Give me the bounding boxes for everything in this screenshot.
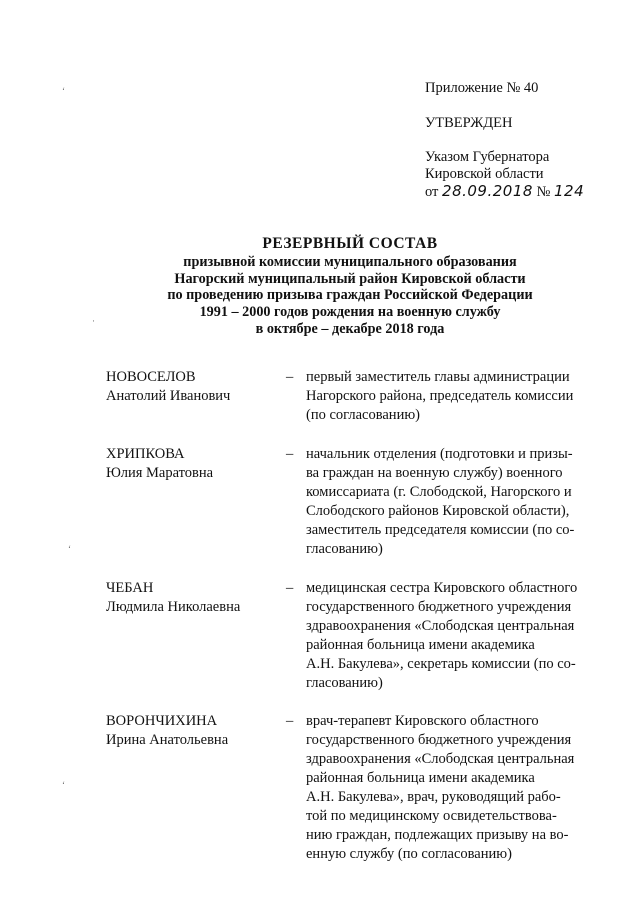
- role-line: Нагорского района, председатель комиссии: [306, 388, 574, 404]
- document-title: [60, 236, 640, 338]
- role-line: енную службу (по согласованию): [306, 846, 512, 862]
- member-entry: [106, 712, 606, 864]
- approval-block: [425, 80, 625, 201]
- role-line: Слободского районов Кировской области),: [306, 503, 570, 519]
- member-role: [306, 368, 606, 425]
- member-given-name: Юлия Маратовна: [106, 465, 214, 481]
- scan-speck: ‘: [62, 86, 65, 96]
- role-line: ва граждан на военную службу) военного: [306, 465, 563, 481]
- member-entry: [106, 579, 606, 693]
- member-surname: НОВОСЕЛОВ: [106, 369, 196, 385]
- scan-speck: ·: [92, 316, 95, 326]
- role-line: государственного бюджетного учреждения: [306, 732, 572, 748]
- decree-line-2: Кировской области: [425, 166, 544, 182]
- member-name: [106, 368, 286, 425]
- dash-separator: –: [286, 713, 294, 729]
- role-line: здравоохранения «Слободская центральная: [306, 751, 575, 767]
- role-line: районная больница имени академика: [306, 770, 535, 786]
- dash-separator: –: [286, 446, 294, 462]
- role-line: районная больница имени академика: [306, 637, 535, 653]
- handwritten-number: 124: [554, 182, 585, 200]
- member-entry: [106, 445, 606, 559]
- title-main: РЕЗЕРВНЫЙ СОСТАВ: [262, 235, 438, 252]
- role-line: нию граждан, подлежащих призыву на во-: [306, 827, 569, 843]
- member-role: [306, 445, 606, 559]
- member-role: [306, 579, 606, 693]
- member-entry: [106, 368, 606, 425]
- member-given-name: Анатолий Иванович: [106, 388, 231, 404]
- member-name: [106, 579, 286, 693]
- member-given-name: Ирина Анатольевна: [106, 732, 229, 748]
- role-line: гласованию): [306, 541, 383, 557]
- role-line: А.Н. Бакулева», врач, руководящий рабо-: [306, 789, 561, 805]
- number-prefix: №: [536, 184, 551, 200]
- role-line: комиссариата (г. Слободской, Нагорского и: [306, 484, 572, 500]
- decree-date-line: [425, 183, 625, 201]
- member-surname: ВОРОНЧИХИНА: [106, 713, 218, 729]
- title-line-4: 1991 – 2000 годов рождения на военную службу: [199, 304, 501, 321]
- role-line: первый заместитель главы администрации: [306, 369, 570, 385]
- role-line: гласованию): [306, 675, 383, 691]
- scan-speck: ‘: [68, 544, 71, 554]
- member-surname: ЧЕБАН: [106, 580, 154, 596]
- appendix-number: Приложение № 40: [425, 80, 539, 96]
- role-line: заместитель председателя комиссии (по со-: [306, 522, 575, 538]
- decree-line-1: Указом Губернатора: [425, 149, 550, 165]
- dash-separator: –: [286, 369, 294, 385]
- dash-separator: –: [286, 580, 294, 596]
- member-role: [306, 712, 606, 864]
- approved-label: УТВЕРЖДЕН: [425, 115, 513, 131]
- member-name: [106, 712, 286, 864]
- title-line-3: по проведению призыва граждан Российской Федерации: [167, 287, 533, 304]
- date-prefix: от: [425, 184, 439, 200]
- title-line-5: в октябре – декабре 2018 года: [255, 320, 445, 337]
- role-line: медицинская сестра Кировского областного: [306, 580, 578, 596]
- role-line: здравоохранения «Слободская центральная: [306, 618, 575, 634]
- members-list: [106, 368, 606, 864]
- role-line: государственного бюджетного учреждения: [306, 599, 572, 615]
- role-line: А.Н. Бакулева», секретарь комиссии (по со-: [306, 656, 576, 672]
- title-line-2: Нагорский муниципальный район Кировской области: [174, 270, 526, 287]
- role-line: той по медицинскому освидетельствова-: [306, 808, 557, 824]
- title-line-1: призывной комиссии муниципального образования: [183, 253, 517, 270]
- member-given-name: Людмила Николаевна: [106, 599, 241, 615]
- role-line: врач-терапевт Кировского областного: [306, 713, 539, 729]
- scan-speck: ‘: [62, 780, 65, 790]
- role-line: начальник отделения (подготовки и призы-: [306, 446, 573, 462]
- member-name: [106, 445, 286, 559]
- member-surname: ХРИПКОВА: [106, 446, 185, 462]
- handwritten-date: 28.09.2018: [442, 182, 533, 200]
- role-line: (по согласованию): [306, 407, 420, 423]
